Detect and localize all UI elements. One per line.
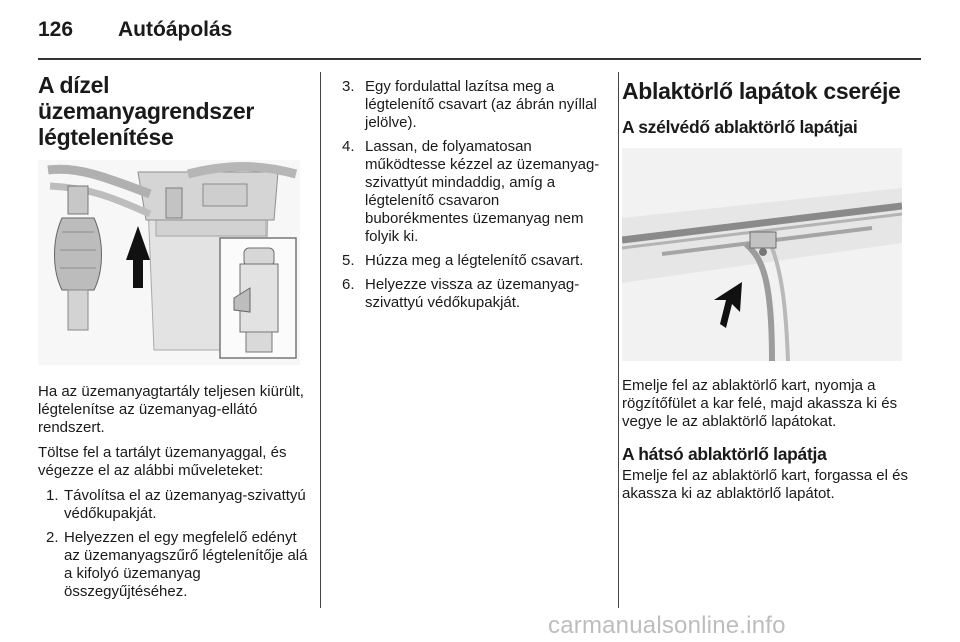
list-item: [332, 138, 604, 246]
step-text: Egy fordulattal lazítsa meg a légtelenítő csavart (az ábrán nyíllal jelölve).: [365, 78, 597, 131]
header-rule: [38, 58, 921, 60]
middle-column: [332, 72, 604, 318]
paragraph: Emelje fel az ablaktörlő kart, forgassa el és akassza ki az ablaktörlő lapátot.: [622, 467, 908, 502]
page-number: 126: [38, 18, 74, 41]
list-item: [38, 487, 310, 523]
subsection-title-windscreen: A szélvédő ablaktörlő lapátjai: [622, 117, 858, 137]
column-divider-1: [320, 72, 321, 608]
step-number: 5.: [342, 252, 355, 269]
subsection-title-rear: A hátsó ablaktörlő lapátja: [622, 444, 827, 464]
section-title-diesel: A dízel üzemanyagrendszer légtelenítése: [38, 72, 255, 150]
step-number: 4.: [342, 138, 355, 155]
step-text: Lassan, de folyamatosan működtesse kézzel az üzemanyag-szivattyút mindaddig, amíg a légtelenítő csavaron buborékmentes üzemanyag nem folyik ki.: [365, 138, 600, 245]
step-text: Húzza meg a légtelenítő csavart.: [365, 252, 584, 269]
watermark: carmanualsonline.info: [548, 612, 786, 639]
step-text: Helyezze vissza az üzemanyag-szivattyú védőkupakját.: [365, 276, 580, 311]
paragraph: Töltse fel a tartályt üzemanyaggal, és végezze el az alábbi műveleteket:: [38, 444, 287, 479]
left-column: [38, 72, 310, 607]
section-title-wiper: Ablaktörlő lapátok cseréje: [622, 78, 901, 104]
steps-list-middle: [332, 78, 604, 312]
steps-list-left: [38, 487, 310, 601]
step-number: 3.: [342, 78, 355, 95]
step-number: 2.: [46, 529, 59, 546]
wiper-blade-drawing: [622, 148, 902, 361]
step-number: 1.: [46, 487, 59, 504]
step-text: Távolítsa el az üzemanyag-szivattyú védőkupakját.: [64, 487, 306, 522]
list-item: [332, 78, 604, 132]
step-text: Helyezzen el egy megfelelő edényt az üzemanyagszűrő légtelenítője alá a kifolyó üzemanyag összegyűjtéséhez.: [64, 529, 308, 600]
column-divider-2: [618, 72, 619, 608]
right-column: [622, 72, 914, 503]
fuel-filter-drawing: [38, 160, 300, 365]
chapter-title: Autóápolás: [118, 18, 233, 41]
list-item: [332, 252, 604, 270]
wiper-blade-illustration: [622, 148, 902, 361]
step-number: 6.: [342, 276, 355, 293]
list-item: [332, 276, 604, 312]
page-header: [38, 18, 920, 48]
list-item: [38, 529, 310, 601]
paragraph: Ha az üzemanyagtartály teljesen kiürült, légtelenítse az üzemanyag-ellátó rendszert.: [38, 383, 304, 436]
fuel-filter-illustration: [38, 160, 300, 365]
paragraph: Emelje fel az ablaktörlő kart, nyomja a rögzítőfület a kar felé, majd akassza ki és vegye le az ablaktörlő lapátokat.: [622, 377, 898, 430]
